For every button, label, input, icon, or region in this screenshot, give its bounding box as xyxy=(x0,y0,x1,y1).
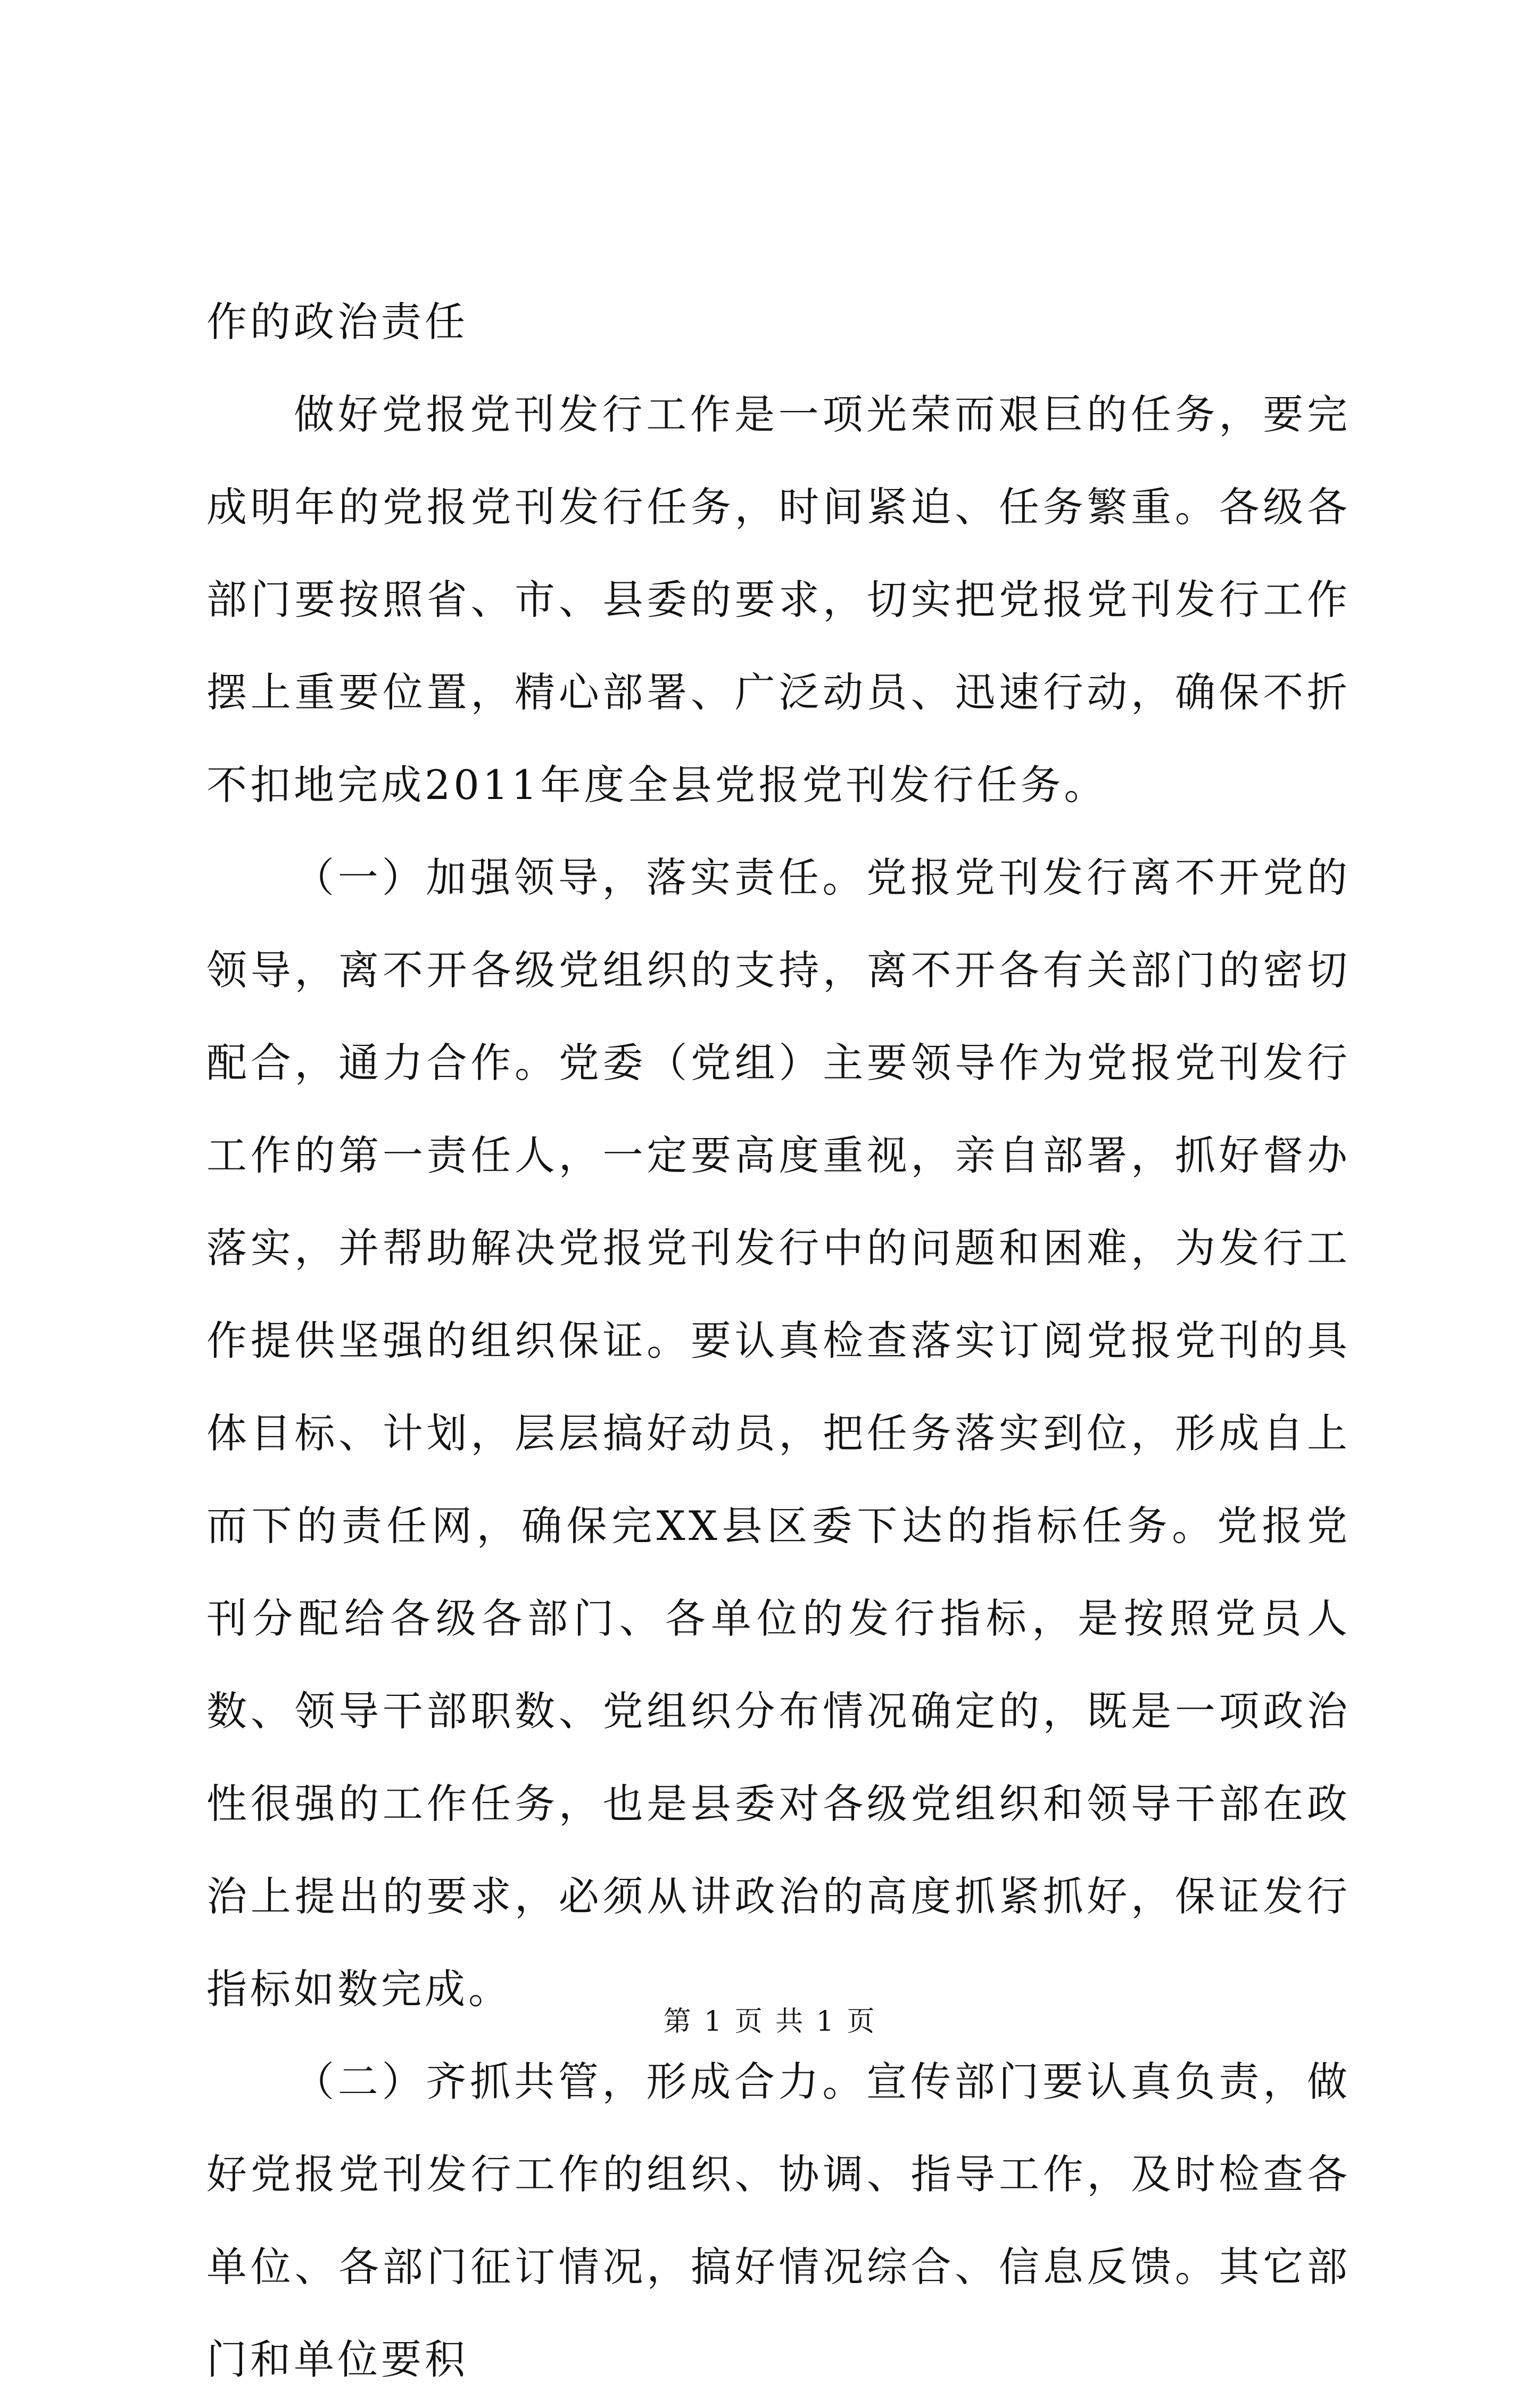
paragraph-section-two: （二）齐抓共管，形成合力。宣传部门要认真负责，做好党报党刊发行工作的组织、协调、指导工作，及时检查各单位、各部门征订情况，搞好情况综合、信息反馈。其它部门和单位要积 xyxy=(206,2058,1351,2383)
paragraph-section-one: （一）加强领导，落实责任。党报党刊发行离不开党的领导，离不开各级党组织的支持，离不开各有关部门的密切配合，通力合作。党委（党组）主要领导作为党报党刊发行工作的第一责任人，一定要高度重视，亲自部署，抓好督办落实，并帮助解决党报党刊发行中的问题和困难，为发行工作提供坚强的组织保证。要认真检查落实订阅党报党刊的具体目标、计划，层层搞好动员，把任务落实到位，形成自上而下的责任网，确保完XX县区委下达的指标任务。党报党刊分配给各级各部门、各单位的发行指标，是按照党员人数、领导干部职数、党组织分布情况确定的，既是一项政治性很强的工作任务，也是县委对各级党组织和领导干部在政治上提出的要求，必须从讲政治的高度抓紧抓好，保证发行指标如数完成。 xyxy=(206,854,1351,2013)
paragraph-continuation: 作的政治责任 xyxy=(206,298,468,345)
page-footer: 第 1 页 共 1 页 xyxy=(663,2006,877,2038)
document-body xyxy=(206,276,1351,2406)
paragraph-intro: 做好党报党刊发行工作是一项光荣而艰巨的任务，要完成明年的党报党刊发行任务，时间紧迫、任务繁重。各级各部门要按照省、市、县委的要求，切实把党报党刊发行工作摆上重要位置，精心部署、广泛动员、迅速行动，确保不折不扣地完成2011年度全县党报党刊发行任务。 xyxy=(206,391,1351,809)
